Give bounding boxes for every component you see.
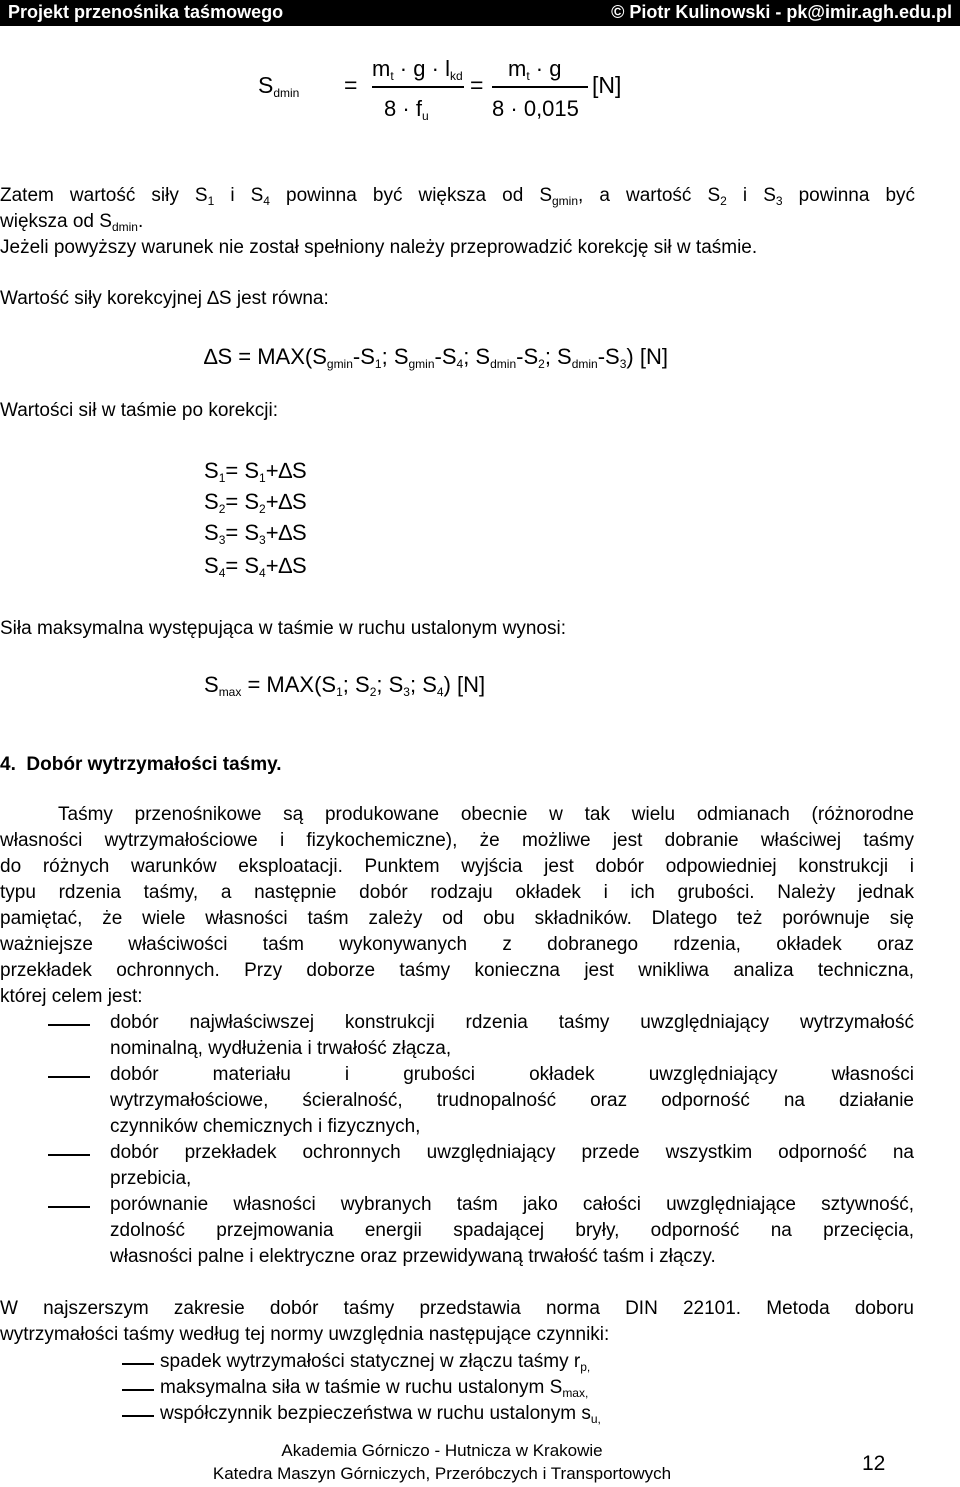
formula-eq1: = <box>344 72 358 98</box>
dash-icon <box>122 1415 154 1417</box>
formula-eq2: = <box>470 72 484 98</box>
din-line-2: wytrzymałości taśmy według tej normy uwzględnia następujące czynniki: <box>0 1324 610 1345</box>
formula-unit: [N] <box>592 72 622 98</box>
body-line-4: typu rdzenia taśmy, a następnie dobór rodzaju okładek i ich grubości. Należy jednak <box>0 882 914 903</box>
bullet1-2-line1: dobór materiału i grubości okładek uwzględniający własności <box>110 1064 914 1085</box>
bullet2-2: maksymalna siła w taśmie w ruchu ustalonym $S_{max,}$ <box>160 1377 589 1400</box>
para1-line2: większa od $S_{dmin}$. <box>0 211 144 234</box>
corr-eq-1: $S_1= S_1+\Delta S$ <box>204 458 307 485</box>
correction-intro: Wartość siły korekcyjnej ∆S jest równa: <box>0 288 329 309</box>
corr-eq-3: $S_3= S_3+\Delta S$ <box>204 520 307 547</box>
dash-icon <box>48 1206 90 1208</box>
footer-department: Katedra Maszyn Górniczych, Przeróbczych i Transportowych <box>212 1464 672 1483</box>
para1-line3: Jeżeli powyższy warunek nie został spełniony należy przeprowadzić korekcję sił w taśmie. <box>0 237 758 258</box>
delta-s-formula: $\Delta S = MAX(S_{gmin}-S_1$; $S_{gmin}-S_4$; $S_{dmin}-S_2$; $S_{dmin}-S_3$) [N] <box>204 344 668 371</box>
bullet1-4-line2: zdolność przejmowania energii spadającej bryły, odporność na przecięcia, <box>110 1220 914 1241</box>
bullet1-3-line1: dobór przekładek ochronnych uwzględniający przede wszystkim odporność na <box>110 1142 914 1163</box>
para1-line1: Zatem wartość siły $S_1$ i $S_4$ powinna być większa od $S_{gmin}$, a wartość $S_2$ i $S_3$ powinna być <box>0 185 916 208</box>
frac1-numerator: $m_t \cdot g \cdot l_{kd}$ <box>372 56 463 83</box>
max-force-intro: Siła maksymalna występująca w taśmie w ruchu ustalonym wynosi: <box>0 618 566 639</box>
body-line-6: ważniejsze właściwości taśm wykonywanych z dobranego rdzenia, okładek oraz <box>0 934 914 955</box>
bullet2-3: współczynnik bezpieczeństwa w ruchu ustalonym $s_{u,}$ <box>160 1403 601 1426</box>
body-line-3: do różnych warunków eksploatacji. Punktem wyjścia jest dobór odpowiedniej konstrukcji i <box>0 856 914 877</box>
frac2-numerator: $m_t \cdot g$ <box>508 56 562 83</box>
frac1-denominator: $8 \cdot f_u$ <box>384 96 429 123</box>
dash-icon <box>48 1024 90 1026</box>
footer-university: Akademia Górniczo - Hutnicza w Krakowie <box>281 1441 603 1460</box>
frac2-denominator: 8 · 0,015 <box>492 96 579 121</box>
corr-eq-2: $S_2= S_2+\Delta S$ <box>204 489 307 516</box>
bullet1-1-line2: nominalną, wydłużenia i trwałość złącza, <box>110 1038 452 1059</box>
bullet1-3-line2: przebicia, <box>110 1168 192 1189</box>
page-number: 12 <box>862 1452 886 1475</box>
dash-icon <box>122 1389 154 1391</box>
dash-icon <box>48 1076 90 1078</box>
bullet1-4-line3: własności palne i elektryczne oraz przewidywaną trwałość taśm i złączy. <box>110 1246 716 1267</box>
formula-lhs: $S_{dmin}$ <box>258 72 300 100</box>
body-line-8: której celem jest: <box>0 986 143 1007</box>
body-line-1: Taśmy przenośnikowe są produkowane obecnie w tak wielu odmianach (różnorodne <box>58 804 914 825</box>
frac1-line <box>372 86 464 88</box>
after-correction-intro: Wartości sił w taśmie po korekcji: <box>0 400 279 421</box>
body-line-7: przekładek ochronnych. Przy doborze taśmy konieczna jest wnikliwa analiza techniczna, <box>0 960 914 981</box>
section-heading: 4. Dobór wytrzymałości taśmy. <box>0 754 282 775</box>
body-line-5: pamiętać, że wiele własności taśm zależy od obu składników. Dlatego też porównuje się <box>0 908 914 929</box>
frac2-line <box>492 86 588 88</box>
dash-icon <box>48 1154 90 1156</box>
bullet1-4-line1: porównanie własności wybranych taśm jako całości uwzględniające sztywność, <box>110 1194 914 1215</box>
bullet2-1: spadek wytrzymałości statycznej w złączu taśmy $r_{p,}$ <box>160 1351 591 1374</box>
dash-icon <box>122 1363 154 1365</box>
bullet1-2-line3: czynników chemicznych i fizycznych, <box>110 1116 421 1137</box>
header-author: © Piotr Kulinowski - pk@imir.agh.edu.pl <box>611 2 952 22</box>
bullet1-2-line2: wytrzymałościowe, ścieralność, trudnopalność oraz odporność na działanie <box>110 1090 914 1111</box>
din-line-1: W najszerszym zakresie dobór taśmy przedstawia norma DIN 22101. Metoda doboru <box>0 1298 914 1319</box>
page-header <box>0 0 960 26</box>
header-title: Projekt przenośnika taśmowego <box>8 2 284 22</box>
body-line-2: własności wytrzymałościowe i fizykochemiczne), że możliwe jest dobranie właściwej taśmy <box>0 830 914 851</box>
bullet1-1-line1: dobór najwłaściwszej konstrukcji rdzenia taśmy uwzględniający wytrzymałość <box>110 1012 914 1033</box>
smax-formula: $S_{max} = MAX(S_1$; $S_2$; $S_3$; $S_4$) [N] <box>204 672 486 699</box>
corr-eq-4: $S_4= S_4+\Delta S$ <box>204 553 307 580</box>
